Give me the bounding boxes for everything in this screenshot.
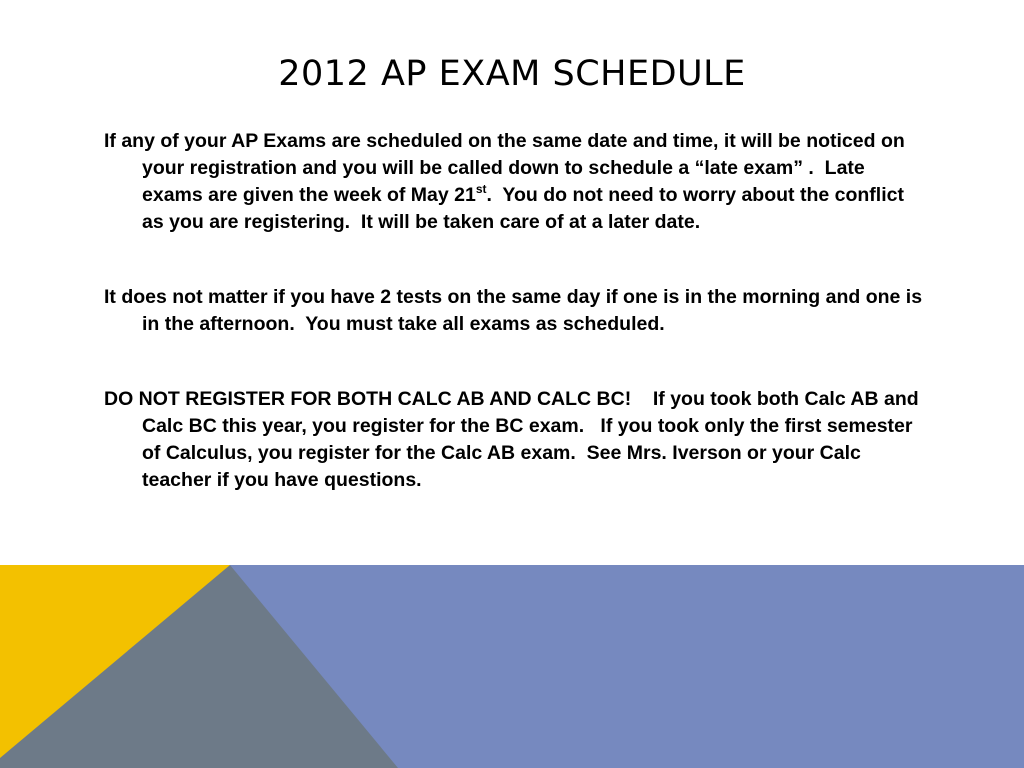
slide-title: 2012 AP EXAM SCHEDULE xyxy=(278,54,746,94)
decorative-footer-shapes xyxy=(0,565,1024,768)
paragraph-late-exams-text-end: . You do not need to worry about the conflict as you are registering. It will be taken care of at a later date. xyxy=(142,184,910,233)
slide-body xyxy=(104,128,928,494)
paragraph-same-day-tests: It does not matter if you have 2 tests on the same day if one is in the morning and one is in the afternoon. You must take all exams as scheduled. xyxy=(104,286,928,335)
paragraph-late-exams-text: If any of your AP Exams are scheduled on the same date and time, it will be noticed on your registration and you will be called down to schedule a “late exam” . Late exams are given the week of May 21 xyxy=(104,130,911,206)
ordinal-suffix: st xyxy=(475,182,487,196)
paragraph-calc-registration: DO NOT REGISTER FOR BOTH CALC AB AND CALC BC! If you took both Calc AB and Calc BC this year, you register for the BC exam. If you took only the first semester of Calculus, you register for the Calc AB exam. See Mrs. Iverson or your Calc teacher if you have questions. xyxy=(104,388,925,491)
paragraph-late-exams xyxy=(104,128,924,236)
